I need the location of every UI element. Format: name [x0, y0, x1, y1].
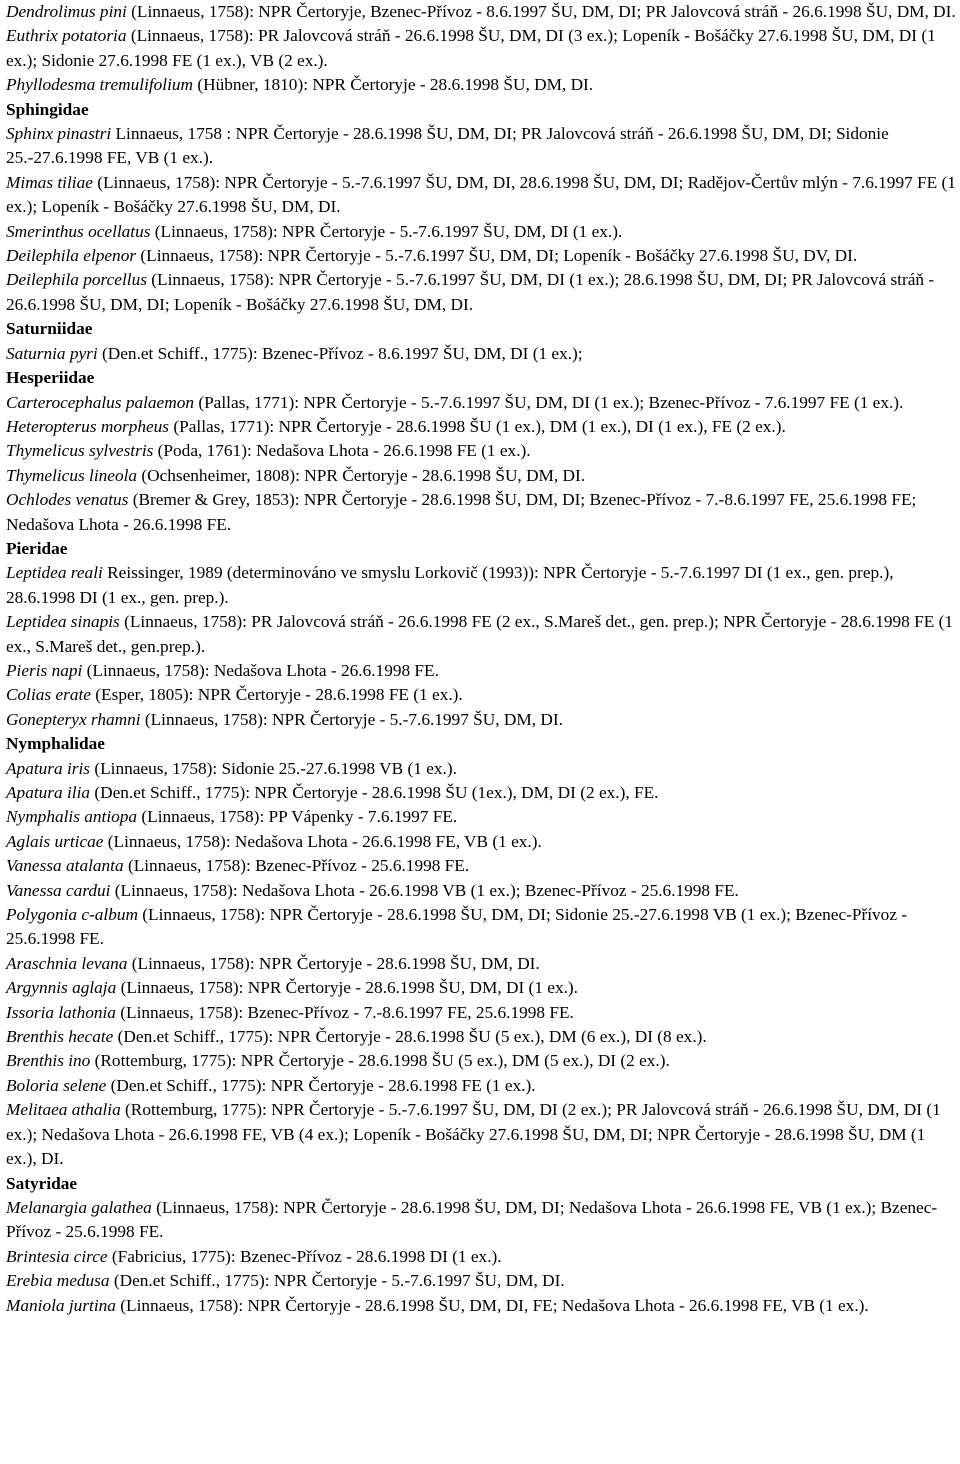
species-record: (Fabricius, 1775): Bzenec-Přívoz - 28.6.1998 DI (1 ex.).: [107, 1246, 502, 1266]
species-record: (Linnaeus, 1758): NPR Čertoryje - 28.6.1998 ŠU, DM, DI; Nedašova Lhota - 26.6.1998 FE, VB (1 ex.); Bzenec-Přívoz - 25.6.1998 FE.: [6, 1197, 938, 1242]
species-name: Aglais urticae: [6, 831, 104, 851]
species-entry: [6, 659, 956, 683]
species-entry: [6, 781, 956, 805]
species-record: (Linnaeus, 1758): PP Vápenky - 7.6.1997 FE.: [137, 807, 458, 827]
species-entry: [6, 342, 956, 366]
species-entry: [6, 171, 956, 220]
species-name: Leptidea sinapis: [6, 612, 120, 632]
species-record: (Linnaeus, 1758): Bzenec-Přívoz - 25.6.1998 FE.: [123, 856, 470, 876]
species-name: Melitaea athalia: [6, 1100, 121, 1120]
species-entry: [6, 757, 956, 781]
species-record: (Linnaeus, 1758): NPR Čertoryje - 5.-7.6.1997 ŠU, DM, DI (1 ex.).: [150, 221, 623, 241]
species-record: Linnaeus, 1758 : NPR Čertoryje - 28.6.1998 ŠU, DM, DI; PR Jalovcová stráň - 26.6.1998 ŠU, DM, DI; Sidonie 25.-27.6.1998 FE, VB (1 ex.).: [6, 124, 889, 168]
species-name: Colias erate: [6, 685, 91, 705]
species-record: (Linnaeus, 1758): NPR Čertoryje - 28.6.1998 ŠU, DM, DI.: [127, 953, 540, 973]
species-entry: [6, 73, 956, 97]
species-name: Boloria selene: [6, 1075, 107, 1095]
species-entry: [6, 561, 956, 610]
family-heading: Nymphalidae: [6, 734, 105, 754]
species-name: Apatura iris: [6, 758, 91, 778]
species-entry: [6, 683, 956, 707]
species-name: Deilephila elpenor: [6, 246, 137, 266]
species-entry: [6, 1098, 956, 1171]
family-heading: Sphingidae: [6, 99, 89, 119]
species-record: (Linnaeus, 1758): PR Jalovcová stráň - 26.6.1998 ŠU, DM, DI (3 ex.); Lopeník - Bošáčky 27.6.1998 ŠU, DM, DI (1 ex.); Sidonie 27.6.1998 FE (1 ex.), VB (2 ex.).: [6, 26, 936, 70]
species-name: Maniola jurtina: [6, 1295, 116, 1315]
species-name: Ochlodes venatus: [6, 490, 129, 510]
species-name: Gonepteryx rhamni: [6, 709, 141, 729]
species-name: Melanargia galathea: [6, 1197, 152, 1217]
species-name: Leptidea reali: [6, 563, 103, 583]
species-entry: [6, 1049, 956, 1073]
species-entry: [6, 464, 956, 488]
species-entry: [6, 708, 956, 732]
species-name: Issoria lathonia: [6, 1002, 116, 1022]
family-heading: Satyridae: [6, 1173, 78, 1193]
species-record: (Linnaeus, 1758): Sidonie 25.-27.6.1998 VB (1 ex.).: [90, 758, 457, 778]
species-record: (Hübner, 1810): NPR Čertoryje - 28.6.1998 ŠU, DM, DI.: [193, 75, 594, 95]
species-entry: [6, 976, 956, 1000]
species-record: (Bremer & Grey, 1853): NPR Čertoryje - 28.6.1998 ŠU, DM, DI; Bzenec-Přívoz - 7.-8.6.1997 FE, 25.6.1998 FE; Nedašova Lhota - 26.6.1998 FE.: [6, 490, 917, 534]
species-record: (Rottemburg, 1775): NPR Čertoryje - 28.6.1998 ŠU (5 ex.), DM (5 ex.), DI (2 ex.).: [90, 1051, 670, 1071]
species-name: Mimas tiliae: [6, 172, 93, 192]
species-entry: [6, 805, 956, 829]
species-record: (Pallas, 1771): NPR Čertoryje - 5.-7.6.1997 ŠU, DM, DI (1 ex.); Bzenec-Přívoz - 7.6.1997 FE (1 ex.).: [194, 392, 904, 412]
species-record: (Linnaeus, 1758): NPR Čertoryje - 5.-7.6.1997 ŠU, DM, DI, 28.6.1998 ŠU, DM, DI; Radějov-Čertův mlýn - 7.6.1997 FE (1 ex.); Lopeník - Bošáčky 27.6.1998 ŠU, DM, DI.: [6, 172, 956, 217]
species-entry: [6, 1294, 956, 1318]
species-name: Brenthis hecate: [6, 1027, 114, 1047]
species-name: Heteropterus morpheus: [6, 416, 170, 436]
species-record: (Linnaeus, 1758): NPR Čertoryje - 5.-7.6.1997 ŠU, DM, DI.: [140, 709, 563, 729]
species-record: (Ochsenheimer, 1808): NPR Čertoryje - 28.6.1998 ŠU, DM, DI.: [137, 465, 586, 485]
species-entry: [6, 220, 956, 244]
species-entry: [6, 122, 956, 171]
species-record: (Poda, 1761): Nedašova Lhota - 26.6.1998 FE (1 ex.).: [153, 441, 531, 461]
species-record: (Den.et Schiff., 1775): NPR Čertoryje - 5.-7.6.1997 ŠU, DM, DI.: [109, 1271, 565, 1291]
species-record: (Linnaeus, 1758): Nedašova Lhota - 26.6.1998 FE.: [82, 660, 439, 680]
species-name: Saturnia pyri: [6, 343, 98, 363]
species-entry: [6, 268, 956, 317]
family-heading: Saturniidae: [6, 319, 93, 339]
species-name: Brenthis ino: [6, 1051, 91, 1071]
species-entry: [6, 879, 956, 903]
species-entry: [6, 952, 956, 976]
species-name: Pieris napi: [6, 660, 83, 680]
species-name: Erebia medusa: [6, 1271, 110, 1291]
species-record: (Den.et Schiff., 1775): Bzenec-Přívoz - 8.6.1997 ŠU, DM, DI (1 ex.);: [97, 343, 583, 363]
species-record: (Linnaeus, 1758): NPR Čertoryje - 28.6.1998 ŠU, DM, DI; Sidonie 25.-27.6.1998 VB (1 ex.); Bzenec-Přívoz - 25.6.1998 FE.: [6, 905, 908, 949]
species-entry: [6, 244, 956, 268]
species-name: Smerinthus ocellatus: [6, 221, 151, 241]
species-record: (Linnaeus, 1758): Bzenec-Přívoz - 7.-8.6.1997 FE, 25.6.1998 FE.: [115, 1002, 574, 1022]
species-record: (Linnaeus, 1758): NPR Čertoryje - 28.6.1998 ŠU, DM, DI, FE; Nedašova Lhota - 26.6.1998 FE, VB (1 ex.).: [115, 1295, 869, 1315]
species-name: Thymelicus lineola: [6, 465, 138, 485]
species-entry: [6, 1245, 956, 1269]
species-name: Sphinx pinastri: [6, 124, 112, 144]
species-name: Deilephila porcellus: [6, 270, 147, 290]
species-name: Argynnis aglaja: [6, 978, 117, 998]
species-entry: [6, 24, 956, 73]
species-entry: [6, 1269, 956, 1293]
species-entry: [6, 610, 956, 659]
species-entry: [6, 830, 956, 854]
species-entry: [6, 1025, 956, 1049]
species-name: Carterocephalus palaemon: [6, 392, 194, 412]
species-name: Brintesia circe: [6, 1246, 108, 1266]
species-record: (Rottemburg, 1775): NPR Čertoryje - 5.-7.6.1997 ŠU, DM, DI (2 ex.); PR Jalovcová stráň - 26.6.1998 ŠU, DM, DI (1 ex.); Nedašova Lhota - 26.6.1998 FE, VB (4 ex.); Lopeník - Bošáčky 27.6.1998 ŠU, DM, DI; NPR Čertoryje - 28.6.1998 ŠU, DM (1 ex.), DI.: [6, 1100, 941, 1169]
species-name: Phyllodesma tremulifolium: [6, 75, 194, 95]
species-entry: [6, 391, 956, 415]
species-name: Dendrolimus pini: [6, 2, 127, 21]
species-entry: [6, 488, 956, 537]
species-record: (Linnaeus, 1758): NPR Čertoryje, Bzenec-Přívoz - 8.6.1997 ŠU, DM, DI; PR Jalovcová stráň - 26.6.1998 ŠU, DM, DI.: [126, 2, 956, 21]
species-name: Thymelicus sylvestris: [6, 441, 154, 461]
species-entry: [6, 439, 956, 463]
species-record: (Den.et Schiff., 1775): NPR Čertoryje - 28.6.1998 ŠU (5 ex.), DM (6 ex.), DI (8 ex.).: [113, 1027, 707, 1047]
species-entry: [6, 854, 956, 878]
species-entry: [6, 1196, 956, 1245]
species-record: (Linnaeus, 1758): NPR Čertoryje - 28.6.1998 ŠU, DM, DI (1 ex.).: [116, 978, 578, 998]
species-name: Vanessa atalanta: [6, 856, 124, 876]
species-entry: [6, 0, 956, 24]
species-record: (Linnaeus, 1758): NPR Čertoryje - 5.-7.6.1997 ŠU, DM, DI; Lopeník - Bošáčky 27.6.1998 ŠU, DV, DI.: [136, 246, 858, 266]
family-heading: Hesperiidae: [6, 368, 95, 388]
family-heading: Pieridae: [6, 538, 68, 558]
species-record: Reissinger, 1989 (determinováno ve smyslu Lorkovič (1993)): NPR Čertoryje - 5.-7.6.1997 DI (1 ex., gen. prep.), 28.6.1998 DI (1 ex., gen. prep.).: [6, 563, 894, 607]
species-record: (Linnaeus, 1758): Nedašova Lhota - 26.6.1998 VB (1 ex.); Bzenec-Přívoz - 25.6.1998 FE.: [110, 880, 739, 900]
species-name: Polygonia c-album: [6, 905, 138, 925]
species-entry: [6, 1001, 956, 1025]
species-name: Nymphalis antiopa: [6, 807, 138, 827]
species-name: Apatura ilia: [6, 783, 91, 802]
species-record: (Linnaeus, 1758): Nedašova Lhota - 26.6.1998 FE, VB (1 ex.).: [103, 831, 542, 851]
species-entry: [6, 903, 956, 952]
species-name: Araschnia levana: [6, 953, 128, 973]
species-record: (Linnaeus, 1758): PR Jalovcová stráň - 26.6.1998 FE (2 ex., S.Mareš det., gen. prep.); NPR Čertoryje - 28.6.1998 FE (1 ex., S.Mareš det., gen.prep.).: [6, 612, 953, 656]
species-record: (Esper, 1805): NPR Čertoryje - 28.6.1998 FE (1 ex.).: [90, 685, 463, 705]
species-entry: [6, 415, 956, 439]
species-record: (Pallas, 1771): NPR Čertoryje - 28.6.1998 ŠU (1 ex.), DM (1 ex.), DI (1 ex.), FE (2 ex.).: [169, 416, 786, 436]
species-name: Euthrix potatoria: [6, 26, 127, 46]
species-entry: [6, 1074, 956, 1098]
species-record: (Den.et Schiff., 1775): NPR Čertoryje - 28.6.1998 FE (1 ex.).: [106, 1075, 536, 1095]
species-record: (Linnaeus, 1758): NPR Čertoryje - 5.-7.6.1997 ŠU, DM, DI (1 ex.); 28.6.1998 ŠU, DM, DI; PR Jalovcová stráň - 26.6.1998 ŠU, DM, DI; Lopeník - Bošáčky 27.6.1998 ŠU, DM, DI.: [6, 270, 935, 314]
species-name: Vanessa cardui: [6, 880, 111, 900]
species-record: (Den.et Schiff., 1775): NPR Čertoryje - 28.6.1998 ŠU (1ex.), DM, DI (2 ex.), FE.: [90, 783, 659, 802]
